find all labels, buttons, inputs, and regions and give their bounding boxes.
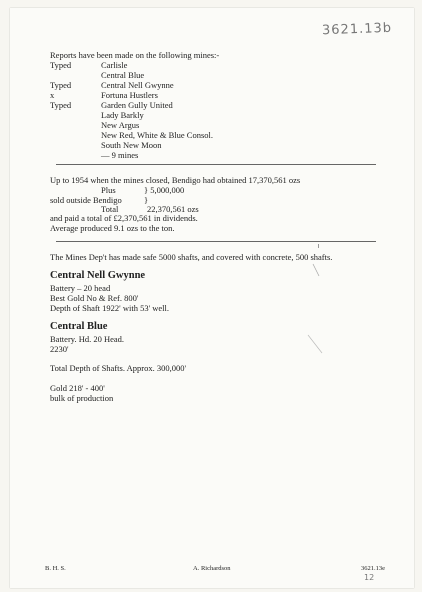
mine-mark: Typed [50,100,72,110]
total-label: Total [101,204,119,214]
mine-name: New Red, White & Blue Consol. [101,130,213,140]
total-depth-text: Total Depth of Shafts. Approx. 300,000' [50,363,186,373]
mine-mark: Typed [50,80,72,90]
mine-name: Central Nell Gwynne [101,80,174,90]
mine-mark: x [50,90,55,100]
plus-value: } 5,000,000 [144,185,185,195]
average-text: Average produced 9.1 ozs to the ton. [50,223,175,233]
mine-name: Central Blue [101,70,145,80]
handwritten-reference: 3621.13b [321,20,393,39]
detail-line: Battery. Hd. 20 Head. [50,334,125,344]
footer-center: A. Richardson [193,565,231,572]
mine-count: — 9 mines [101,150,139,160]
sold-brace: } [144,195,149,205]
mine-mark: Typed [50,60,72,70]
detail-line: Best Gold No & Ref. 800' [50,293,139,303]
total-value: 22,370,561 ozs [147,204,199,214]
gold-depth-line: Gold 218' - 400' [50,383,105,393]
section-heading: Central Blue [50,321,108,332]
pencil-marks [10,8,414,588]
sold-outside-label: sold outside Bendigo [50,195,122,205]
detail-line: 2230' [50,344,69,354]
document-page [10,8,414,588]
intro-text: Reports have been made on the following mines:- [50,50,220,60]
handwritten-page-number: 12 [364,573,375,582]
detail-line: Battery – 20 head [50,283,111,293]
gold-obtained-text: Up to 1954 when the mines closed, Bendigo had obtained 17,370,561 ozs [50,175,301,185]
mine-name: Lady Barkly [101,110,144,120]
mine-name: New Argus [101,120,140,130]
section-heading: Central Nell Gwynne [50,270,146,281]
dividends-text: and paid a total of £2,370,561 in dividends. [50,213,198,223]
mine-name: South New Moon [101,140,162,150]
shafts-note: The Mines Dep't has made safe 5000 shafts, and covered with concrete, 500 shafts. [50,252,333,262]
footer-left: B. H. S. [45,565,66,572]
mine-name: Fortuna Hustlers [101,90,158,100]
mine-name: Garden Gully United [101,100,173,110]
plus-label: Plus [101,185,116,195]
gold-depth-line: bulk of production [50,393,114,403]
footer-right: 3621.13e [361,565,386,572]
detail-line: Depth of Shaft 1922' with 53' well. [50,303,169,313]
mine-name: Carlisle [101,60,128,70]
